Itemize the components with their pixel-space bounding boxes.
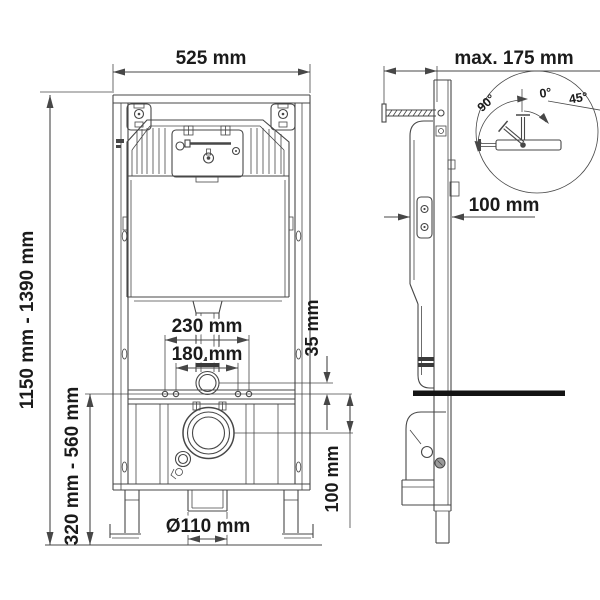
max-depth-label: max. 175 mm	[454, 48, 574, 69]
bolt-inner-label: 180 mm	[171, 344, 243, 365]
drain-socket	[183, 408, 234, 459]
dimension-flush-offset	[302, 299, 331, 430]
side-rail	[434, 80, 459, 511]
height-range-label: 1150 mm - 1390 mm	[17, 230, 38, 410]
cistern	[123, 120, 293, 301]
access-panel	[172, 126, 243, 182]
dimension-frame-depth	[384, 195, 539, 221]
bolt-outer-label: 230 mm	[171, 316, 243, 337]
wall-anchor-rod	[382, 104, 436, 122]
tank-body	[123, 176, 293, 301]
angle-45-label: 45°	[567, 89, 589, 107]
keyhole	[207, 149, 211, 155]
angle-0-label: 0°	[538, 85, 553, 101]
anchor-bolt-hole	[438, 110, 444, 116]
drain-offset-label: 100 mm	[322, 445, 342, 513]
wall-bracket-bar	[413, 391, 565, 397]
bracket-plate	[496, 140, 561, 150]
drain-assembly	[171, 402, 234, 479]
lower-struts	[136, 404, 278, 484]
drain-diameter-label: Ø110 mm	[165, 516, 251, 537]
drain-side-profile	[402, 412, 446, 505]
dimension-lower-range	[62, 387, 94, 545]
water-connection-mark	[116, 139, 124, 143]
dimensions	[17, 48, 600, 545]
front-width-label: 525 mm	[175, 48, 247, 69]
angle-90-label: 90°	[474, 91, 499, 115]
frame-depth-label: 100 mm	[468, 195, 540, 216]
side-fixing-plate	[417, 197, 432, 238]
cistern-ribs	[137, 128, 281, 174]
dimension-drain-diameter	[166, 512, 251, 545]
detail-circle	[475, 71, 600, 193]
fixing-holes	[128, 390, 295, 404]
dimension-front-width	[113, 48, 310, 93]
panel-screw-left	[176, 142, 184, 150]
lower-range-label: 320 mm - 560 mm	[62, 386, 83, 546]
inlet-valve	[176, 452, 191, 467]
flush-offset-label: 35 mm	[302, 299, 322, 357]
drain-stub	[188, 490, 227, 511]
side-foot	[434, 505, 451, 543]
cistern-side-profile	[410, 121, 434, 388]
